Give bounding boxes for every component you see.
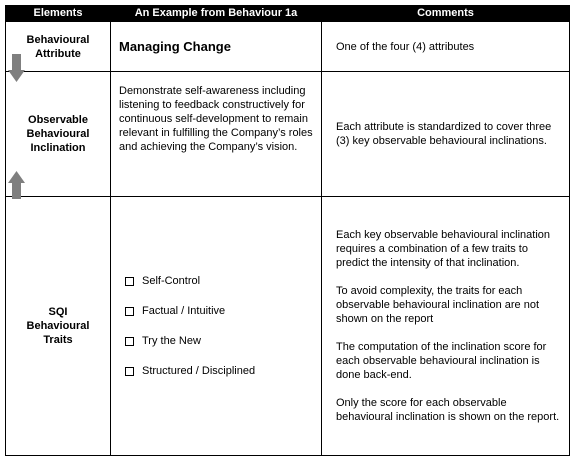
element-label-line: SQI (48, 306, 68, 318)
comment-text: Each attribute is standardized to cover three (3) key observable behavioural inclinations. (336, 121, 552, 147)
comment-paragraph: Each key observable behavioural inclination requires a combination of a few traits to predict the intensity of that inclination. (336, 229, 551, 269)
element-label-line: Behavioural (26, 33, 90, 46)
element-label-line: Behavioural (26, 128, 90, 140)
element-label-line: Traits (43, 334, 73, 346)
trait-label: Factual / Intuitive (142, 305, 226, 317)
elements-table (5, 5, 570, 456)
trait-label: Self-Control (142, 275, 201, 287)
table-row (6, 22, 570, 72)
comment-paragraph: The computation of the inclination score for each observable behavioural inclination is done back-end. (336, 341, 547, 381)
checkbox-icon (125, 277, 134, 286)
comment-paragraph: Only the score for each observable behavioural inclination is shown on the report. (336, 397, 560, 423)
example-cell (111, 22, 322, 72)
traits-list (111, 274, 321, 379)
arrow-down-icon (8, 54, 25, 82)
checkbox-icon (125, 367, 134, 376)
traits-cell (111, 197, 322, 456)
element-label-line: Inclination (30, 142, 86, 154)
checkbox-icon (125, 337, 134, 346)
table-row (6, 197, 570, 456)
trait-label: Try the New (142, 335, 201, 347)
list-item (125, 334, 321, 349)
comment-text: One of the four (4) attributes (336, 40, 475, 53)
example-title: Managing Change (119, 38, 231, 54)
checkbox-icon (125, 307, 134, 316)
comment-cell (322, 22, 570, 72)
header-comments: Comments (322, 6, 570, 22)
element-label-line: Attribute (35, 47, 81, 60)
arrow-up-icon (8, 171, 25, 199)
example-cell (111, 72, 322, 197)
header-example: An Example from Behaviour 1a (111, 6, 322, 22)
comment-paragraph: To avoid complexity, the traits for each observable behavioural inclination are not shown on the report (336, 285, 540, 325)
example-text: Demonstrate self-awareness including listening to feedback constructively for continuous self-development to remain relevant in fulfilling the Company’s roles and achieving the Company’s vision. (119, 85, 313, 153)
element-cell (6, 197, 111, 456)
list-item (125, 274, 321, 289)
element-label-line: Behavioural (26, 320, 90, 332)
table-row (6, 72, 570, 197)
comment-cell (322, 72, 570, 197)
list-item (125, 364, 321, 379)
element-label-line: Observable (28, 114, 88, 126)
header-elements: Elements (6, 6, 111, 22)
trait-label: Structured / Disciplined (142, 365, 256, 377)
list-item (125, 304, 321, 319)
table-header-row (6, 6, 570, 22)
comment-cell (322, 197, 570, 456)
